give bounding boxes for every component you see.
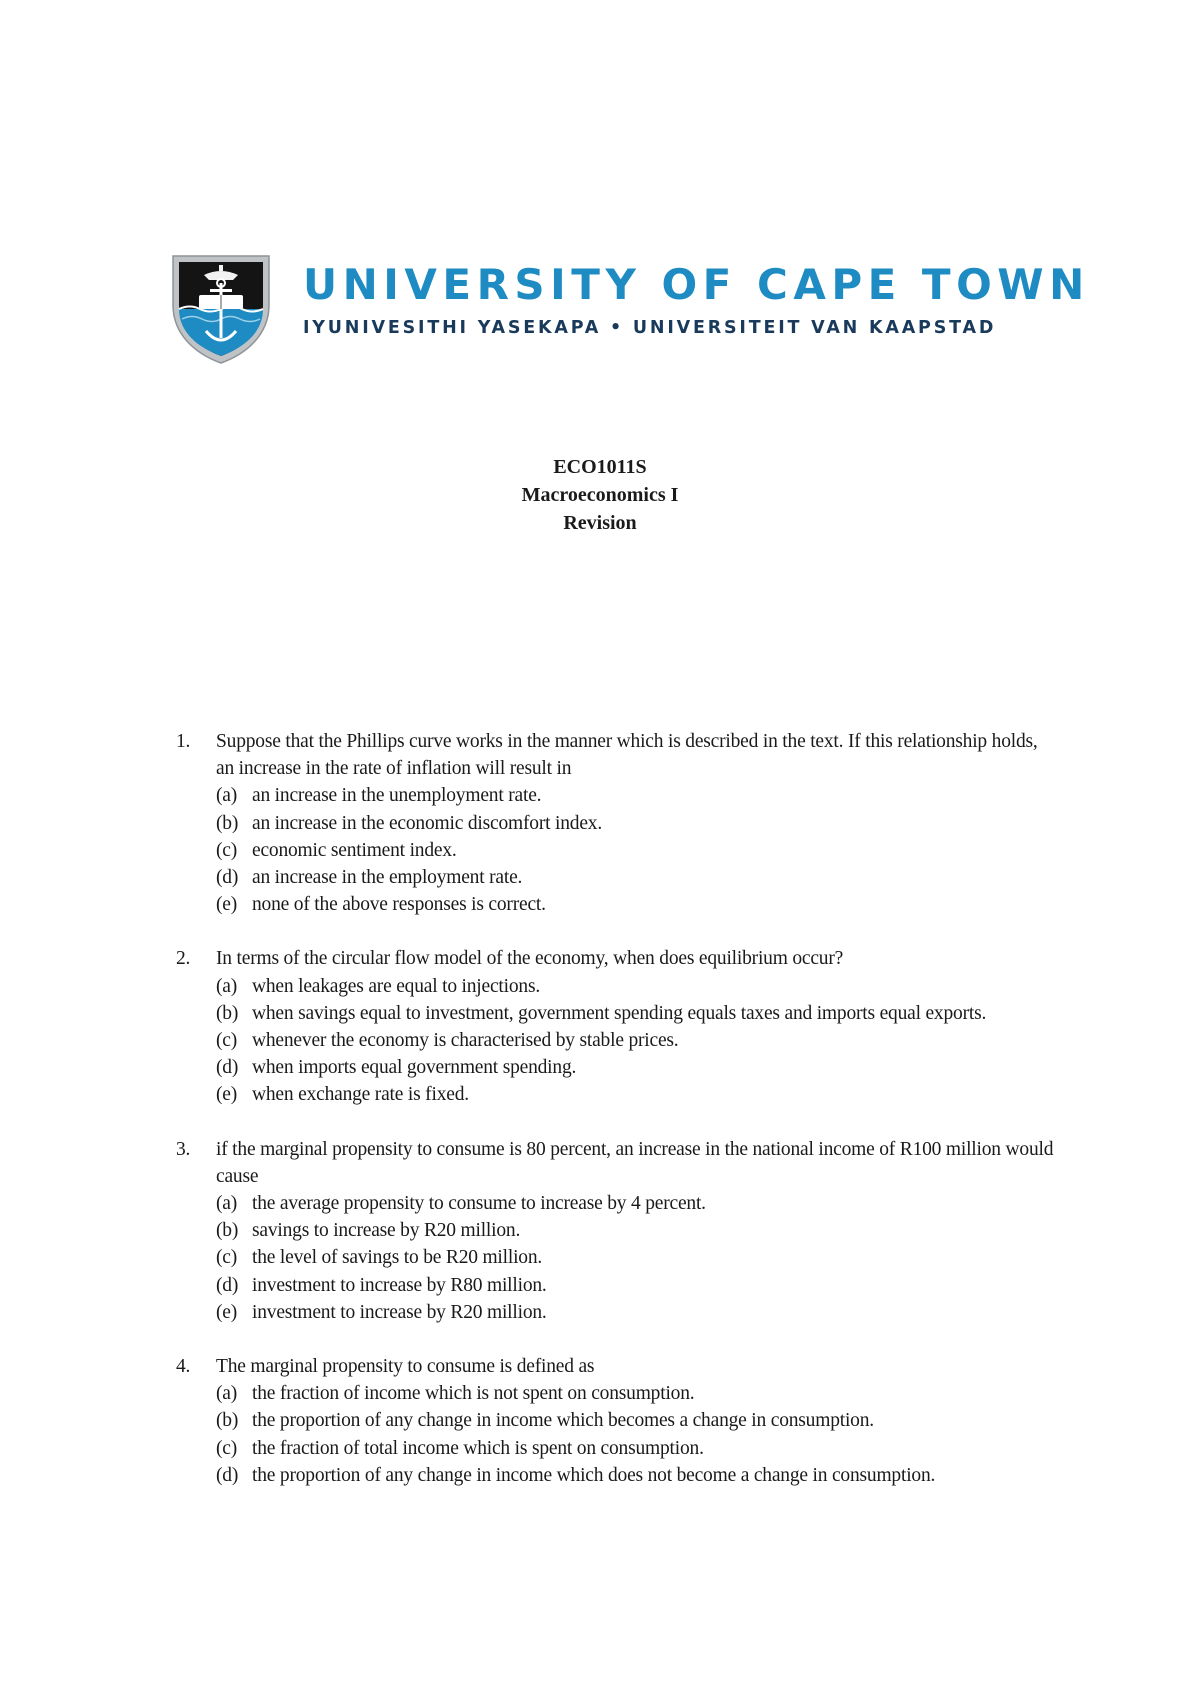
question-stem bbox=[176, 945, 1056, 972]
university-name: UNIVERSITY OF CAPE TOWN bbox=[303, 260, 1090, 309]
option-list bbox=[216, 782, 1056, 918]
option-list bbox=[216, 1380, 1056, 1489]
option-text: none of the above responses is correct. bbox=[252, 894, 546, 916]
option-item bbox=[216, 1027, 1056, 1054]
question-stem bbox=[176, 728, 1056, 782]
option-item bbox=[216, 1054, 1056, 1081]
option-letter: (a) bbox=[216, 1193, 238, 1215]
option-list bbox=[216, 1190, 1056, 1326]
option-text: economic sentiment index. bbox=[252, 839, 457, 861]
question-1 bbox=[176, 728, 1056, 918]
document-type: Revision bbox=[563, 512, 637, 534]
option-letter: (d) bbox=[216, 1057, 239, 1079]
option-item bbox=[216, 1190, 1056, 1217]
option-text: an increase in the unemployment rate. bbox=[252, 785, 542, 807]
option-letter: (e) bbox=[216, 1084, 238, 1106]
option-letter: (a) bbox=[216, 785, 238, 807]
option-letter: (a) bbox=[216, 1383, 238, 1405]
option-letter: (c) bbox=[216, 1030, 238, 1052]
option-item bbox=[216, 1407, 1056, 1434]
question-text: The marginal propensity to consume is defined as bbox=[216, 1356, 595, 1378]
option-item bbox=[216, 891, 1056, 918]
option-text: when imports equal government spending. bbox=[252, 1057, 577, 1079]
question-number: 4. bbox=[176, 1356, 191, 1378]
question-number: 3. bbox=[176, 1138, 191, 1160]
question-number: 2. bbox=[176, 948, 191, 970]
option-text: the fraction of income which is not spent on consumption. bbox=[252, 1383, 695, 1405]
option-item bbox=[216, 1000, 1056, 1027]
option-item bbox=[216, 1435, 1056, 1462]
option-text: the proportion of any change in income which becomes a change in consumption. bbox=[252, 1410, 874, 1432]
option-text: an increase in the employment rate. bbox=[252, 867, 523, 889]
option-text: the proportion of any change in income which does not become a change in consumption. bbox=[252, 1464, 936, 1486]
option-letter: (e) bbox=[216, 1301, 238, 1323]
option-letter: (c) bbox=[216, 1247, 238, 1269]
option-text: when leakages are equal to injections. bbox=[252, 975, 541, 997]
option-letter: (b) bbox=[216, 812, 239, 834]
question-number: 1. bbox=[176, 731, 191, 752]
option-item bbox=[216, 1380, 1056, 1407]
option-letter: (c) bbox=[216, 839, 238, 861]
option-item bbox=[216, 1081, 1056, 1108]
university-wordmark bbox=[303, 260, 1090, 339]
option-item bbox=[216, 1244, 1056, 1271]
option-text: when exchange rate is fixed. bbox=[252, 1084, 469, 1106]
option-letter: (d) bbox=[216, 867, 239, 889]
question-4 bbox=[176, 1353, 1056, 1489]
option-text: investment to increase by R20 million. bbox=[252, 1301, 547, 1323]
option-letter: (a) bbox=[216, 975, 238, 997]
option-text: when savings equal to investment, government spending equals taxes and imports equal exports. bbox=[252, 1002, 987, 1024]
option-letter: (b) bbox=[216, 1002, 239, 1024]
option-item bbox=[216, 1462, 1056, 1489]
option-letter: (b) bbox=[216, 1410, 239, 1432]
option-item bbox=[216, 864, 1056, 891]
option-item bbox=[216, 810, 1056, 837]
option-item bbox=[216, 973, 1056, 1000]
course-code: ECO1011S bbox=[553, 456, 647, 478]
option-letter: (e) bbox=[216, 894, 238, 916]
option-letter: (c) bbox=[216, 1437, 238, 1459]
question-2 bbox=[176, 945, 1056, 1108]
university-header bbox=[170, 253, 1090, 365]
question-list bbox=[176, 728, 1056, 1516]
option-item bbox=[216, 1272, 1056, 1299]
university-crest-logo bbox=[170, 253, 272, 365]
option-letter: (b) bbox=[216, 1220, 239, 1242]
question-stem bbox=[176, 1353, 1056, 1380]
question-text: if the marginal propensity to consume is 80 percent, an increase in the national income of R100 million would cause bbox=[216, 1138, 1054, 1187]
option-item bbox=[216, 1217, 1056, 1244]
option-text: the level of savings to be R20 million. bbox=[252, 1247, 543, 1269]
option-item bbox=[216, 837, 1056, 864]
option-text: whenever the economy is characterised by stable prices. bbox=[252, 1030, 679, 1052]
question-stem bbox=[176, 1136, 1056, 1190]
option-text: the average propensity to consume to increase by 4 percent. bbox=[252, 1193, 706, 1215]
option-letter: (d) bbox=[216, 1274, 239, 1296]
option-item bbox=[216, 1299, 1056, 1326]
question-text: Suppose that the Phillips curve works in the manner which is described in the text. If this relationship holds, an increase in the rate of inflation will result in bbox=[216, 731, 1038, 780]
option-list bbox=[216, 973, 1056, 1109]
course-name: Macroeconomics I bbox=[521, 484, 679, 506]
question-text: In terms of the circular flow model of the economy, when does equilibrium occur? bbox=[216, 948, 844, 970]
option-text: the fraction of total income which is spent on consumption. bbox=[252, 1437, 704, 1459]
document-title-block bbox=[0, 453, 1200, 537]
option-text: an increase in the economic discomfort index. bbox=[252, 812, 602, 834]
option-item bbox=[216, 782, 1056, 809]
option-text: investment to increase by R80 million. bbox=[252, 1274, 547, 1296]
university-subtitle: IYUNIVESITHI YASEKAPA • UNIVERSITEIT VAN KAAPSTAD bbox=[303, 318, 997, 338]
option-text: savings to increase by R20 million. bbox=[252, 1220, 521, 1242]
option-letter: (d) bbox=[216, 1464, 239, 1486]
question-3 bbox=[176, 1136, 1056, 1326]
